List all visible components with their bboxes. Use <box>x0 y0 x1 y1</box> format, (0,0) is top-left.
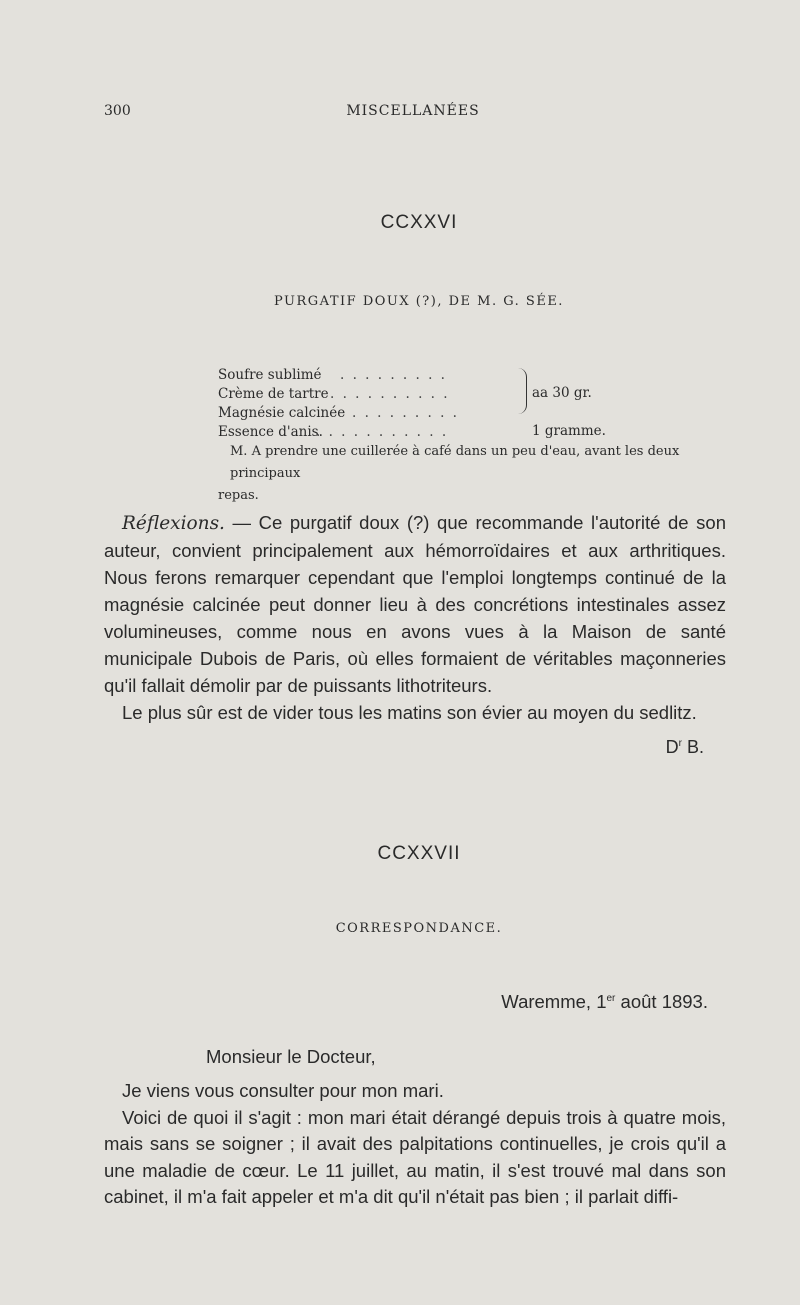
reflexions-paragraph: Le plus sûr est de vider tous les matins son évier au moyen du sedlitz. <box>122 702 697 723</box>
essence-quantity: 1 gramme. <box>532 423 606 439</box>
reflexions-text <box>104 509 726 726</box>
prescription-directions <box>218 441 738 507</box>
section-number-ccxxvi: CCXXVI <box>380 212 458 233</box>
ingredient-name: Essence d'anis. <box>218 424 323 440</box>
leader-dots: . . . . . . . . . . . <box>316 424 449 440</box>
prescription-item <box>218 385 450 404</box>
running-title: MISCELLANÉES <box>346 103 480 119</box>
page-number: 300 <box>104 103 131 119</box>
leader-dots: . . . . . . . . . . <box>330 386 450 402</box>
signature: $D^r$ B. <box>665 737 704 757</box>
prescription-item <box>218 423 449 442</box>
letter-body <box>104 1078 726 1211</box>
leader-dots: . . . . . . . . . <box>340 367 447 383</box>
section-title-correspondance: CORRESPONDANCE. <box>335 921 503 936</box>
ingredient-name: Crème de tartre <box>218 386 329 402</box>
ingredient-name: Magnésie calcinée <box>218 405 346 421</box>
letter-paragraph: Voici de quoi il s'agit : mon mari était dérangé depuis trois à quatre mois, mais sans se soigner ; il avait des palpitations continuelles, je crois qu'il a une maladie de cœur. Le 11 juillet, au matin, il s'est trouvé mal dans son cabinet, il m'a fait appeler et m'a dit qu'il n'était pas bien ; il parlait diffi- <box>104 1106 726 1207</box>
letter-salutation: Monsieur le Docteur, <box>206 1046 376 1067</box>
ingredient-name: Soufre sublimé <box>218 367 322 383</box>
letter-paragraph: Je viens vous consulter pour mon mari. <box>122 1080 444 1101</box>
section-number-ccxxvii: CCXXVII <box>377 843 461 864</box>
reflexions-label: Réflexions. <box>122 513 225 534</box>
quantity-label: aa 30 gr. <box>532 385 592 401</box>
directions-line: M. A prendre une cuillerée à café dans un peu d'eau, avant les deux principaux <box>230 444 680 481</box>
reflexions-body: — Ce purgatif doux (?) que recommande l'autorité de son auteur, convient principalement aux hémorroïdaires et aux arthritiques. Nous ferons remarquer cependant que l'emploi longtemps continué de la magnésie calcinée peut donner lieu à des concrétions intestinales assez volumineuses, comme nous en avons vues à la Maison de santé municipale Dubois de Paris, où elles formaient de véritables maçonneries qu'il fallait démolir par de puissants lithotriteurs. <box>104 512 726 696</box>
prescription-item <box>218 404 459 423</box>
directions-line: repas. <box>218 488 259 503</box>
prescription-list <box>218 366 459 442</box>
prescription-item <box>218 366 447 385</box>
letter-date: Waremme, 1er août 1893. <box>501 991 708 1012</box>
section-title-purgatif: PURGATIF DOUX (?), DE M. G. SÉE. <box>274 294 564 309</box>
reflexions-paragraph <box>104 509 726 699</box>
brace-icon <box>512 368 527 414</box>
leader-dots: . . . . . . . . . <box>352 405 459 421</box>
